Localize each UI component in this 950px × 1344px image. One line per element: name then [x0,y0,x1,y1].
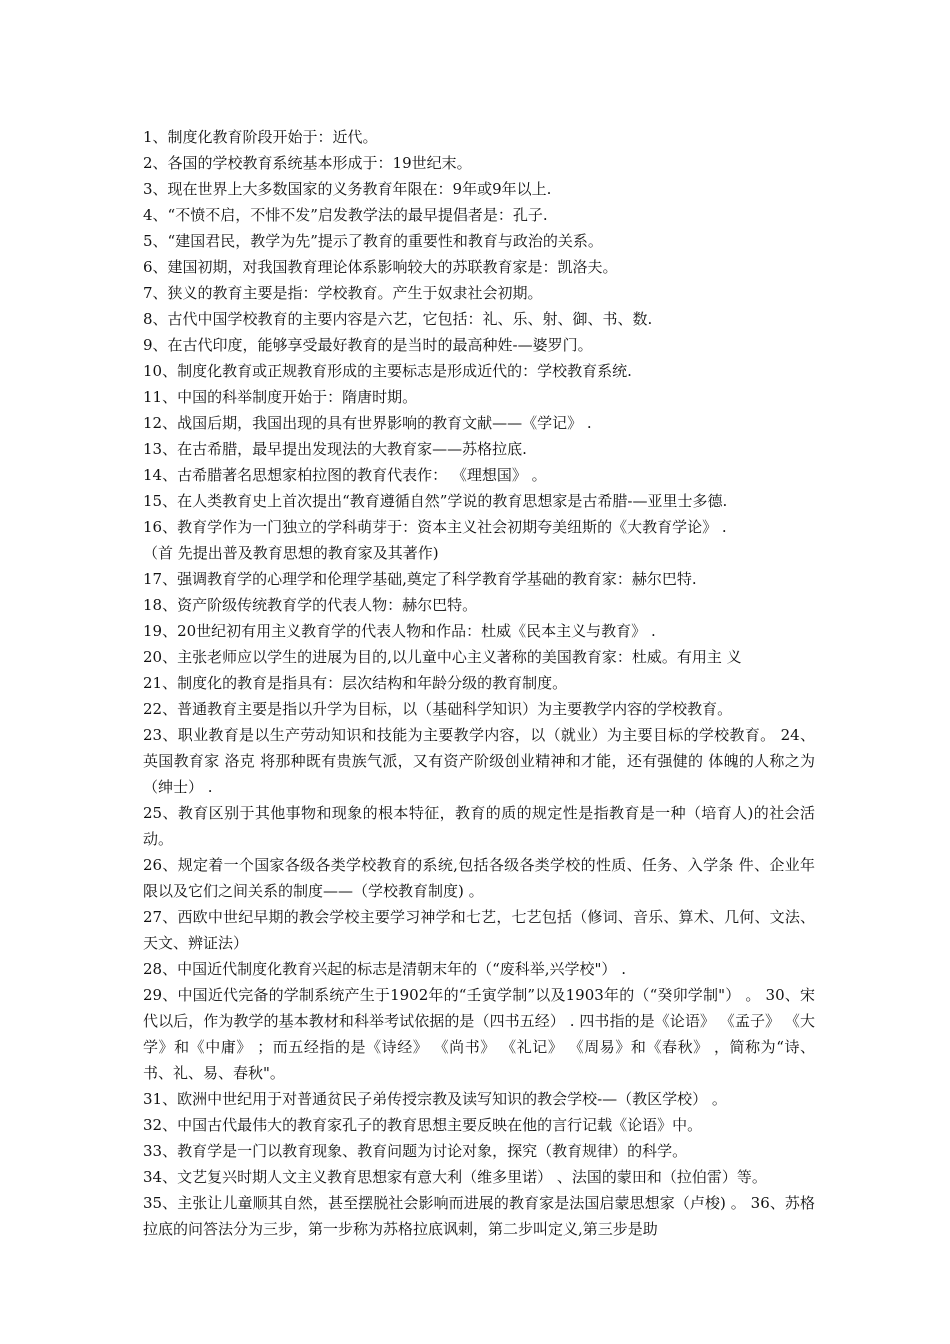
paragraph-6: 6、建国初期，对我国教育理论体系影响较大的苏联教育家是：凯洛夫。 [143,258,618,276]
paragraph-19: 19、20世纪初有用主义教育学的代表人物和作品：杜威《民本主义与教育》 . [143,622,656,640]
paragraph-14: 14、古希腊著名思想家柏拉图的教育代表作： 《理想国》 。 [143,466,547,484]
paragraph-33: 33、教育学是一门以教育现象、教育问题为讨论对象，探究（教育规律）的科学。 [143,1142,688,1160]
paragraph-10: 10、制度化教育或正规教育形成的主要标志是形成近代的：学校教育系统. [143,362,632,380]
paragraph-9: 9、在古代印度，能够享受最好教育的是当时的最高种姓-—婆罗门。 [143,336,593,354]
document-body [143,124,815,1242]
paragraph-29-30: 29、中国近代完备的学制系统产生于1902年的“壬寅学制”以及1903年的（“癸卯学制"） 。 30、宋代以后，作为教学的基本教材和科举考试依据的是（四书五经） . 四书指的是《论语》 《孟子》 《大学》和《中庸》 ；而五经指的是《诗经》 《尚书》 《礼记》 《周易》和《春秋》 ，简称为“诗、书、礼、易、春秋"。 [143,986,815,1082]
paragraph-3: 3、现在世界上大多数国家的义务教育年限在：9年或9年以上. [143,180,552,198]
paragraph-21: 21、制度化的教育是指具有：层次结构和年龄分级的教育制度。 [143,674,568,692]
paragraph-5: 5、“建国君民，教学为先”提示了教育的重要性和教育与政治的关系。 [143,232,603,250]
paragraph-15: 15、在人类教育史上首次提出“教育遵循自然”学说的教育思想家是古希腊-—亚里士多德. [143,492,728,510]
paragraph-16-note: （首 先提出普及教育思想的教育家及其著作) [143,544,439,562]
paragraph-4: 4、“不愤不启，不悱不发”启发教学法的最早提倡者是：孔子. [143,206,548,224]
paragraph-18: 18、资产阶级传统教育学的代表人物：赫尔巴特。 [143,596,478,614]
paragraph-34: 34、文艺复兴时期人文主义教育思想家有意大利（维多里诺） 、法国的蒙田和（拉伯雷）等。 [143,1168,767,1186]
paragraph-22: 22、普通教育主要是指以升学为目标，以（基础科学知识）为主要教学内容的学校教育。 [143,700,733,718]
paragraph-20: 20、主张老师应以学生的进展为目的,以儿童中心主义著称的美国教育家：杜威。有用主 义 [143,648,742,666]
paragraph-8: 8、古代中国学校教育的主要内容是六艺，它包括：礼、乐、射、御、书、数. [143,310,653,328]
paragraph-17: 17、强调教育学的心理学和伦理学基础,奠定了科学教育学基础的教育家：赫尔巴特. [143,570,697,588]
paragraph-1: 1、制度化教育阶段开始于：近代。 [143,128,378,146]
paragraph-31: 31、欧洲中世纪用于对普通贫民子弟传授宗教及读写知识的教会学校-—（教区学校） 。 [143,1090,727,1108]
paragraph-16: 16、教育学作为一门独立的学科萌芽于：资本主义社会初期夸美纽斯的《大教育学论》 . [143,518,727,536]
paragraph-12: 12、战国后期，我国出现的具有世界影响的教育文献——《学记》 . [143,414,592,432]
paragraph-27: 27、西欧中世纪早期的教会学校主要学习神学和七艺，七艺包括（修词、音乐、算术、几何、文法、天文、辨证法） [143,908,815,952]
paragraph-35-36: 35、主张让儿童顺其自然，甚至摆脱社会影响而进展的教育家是法国启蒙思想家（卢梭) 。 36、苏格拉底的问答法分为三步，第一步称为苏格拉底讽刺，第二步叫定义,第三步是助 [143,1194,815,1238]
paragraph-26: 26、规定着一个国家各级各类学校教育的系统,包括各级各类学校的性质、任务、入学条 件、企业年限以及它们之间关系的制度——（学校教育制度) 。 [143,856,815,900]
paragraph-11: 11、中国的科举制度开始于：隋唐时期。 [143,388,418,406]
paragraph-25: 25、教育区别于其他事物和现象的根本特征，教育的质的规定性是指教育是一种（培育人)的社会活动。 [143,804,815,848]
paragraph-2: 2、各国的学校教育系统基本形成于：19世纪末。 [143,154,472,172]
paragraph-7: 7、狭义的教育主要是指：学校教育。产生于奴隶社会初期。 [143,284,543,302]
paragraph-13: 13、在古希腊，最早提出发现法的大教育家——苏格拉底. [143,440,527,458]
paragraph-32: 32、中国古代最伟大的教育家孔子的教育思想主要反映在他的言行记载《论语》中。 [143,1116,703,1134]
paragraph-28: 28、中国近代制度化教育兴起的标志是清朝末年的（“废科举,兴学校"） . [143,960,626,978]
paragraph-23-24: 23、职业教育是以生产劳动知识和技能为主要教学内容，以（就业）为主要目标的学校教育。 24、英国教育家 洛克 将那种既有贵族气派，又有资产阶级创业精神和才能，还有强健的 体魄的人称之为（绅士） . [143,726,815,796]
